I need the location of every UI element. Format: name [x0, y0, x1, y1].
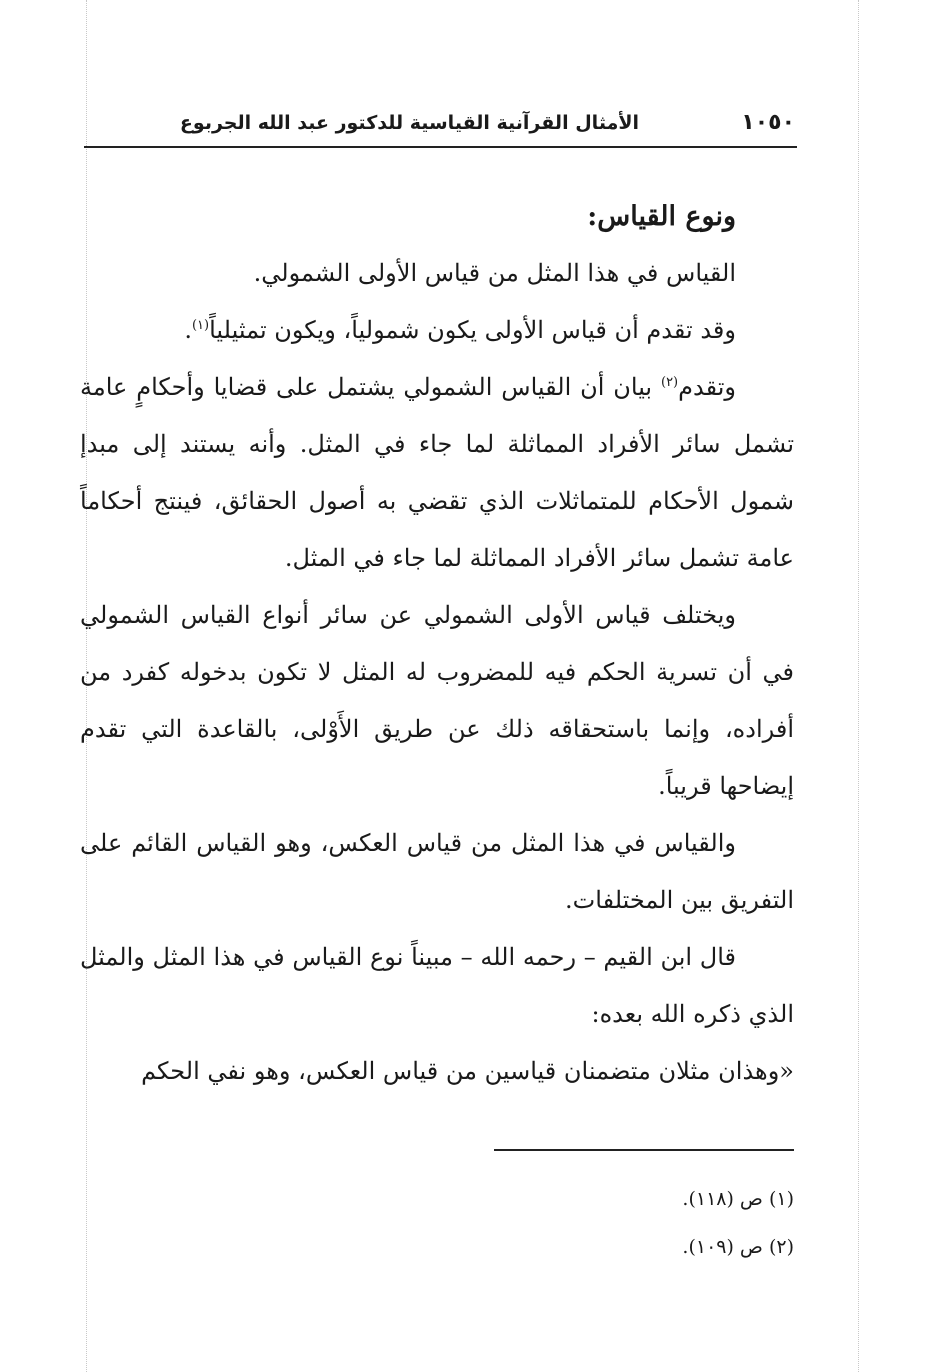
paragraph-5: والقياس في هذا المثل من قياس العكس، وهو القياس القائم على التفريق بين المختلفات.	[80, 829, 794, 914]
page-number: ١٠٥٠	[741, 110, 795, 135]
paragraph-2-end: .	[184, 316, 192, 344]
margin-guide-right	[858, 0, 859, 1372]
paragraph-3-start: وتقدم	[678, 373, 736, 401]
paragraph-4: ويختلف قياس الأولى الشمولي عن سائر أنواع القياس الشمولي في أن تسرية الحكم فيه للمضروب له المثل لا تكون بدخوله كفرد من أفراده، وإنما باستحقاقه ذلك عن طريق الأَوْلى، بالقاعدة التي تقدم إيضاحها قريباً.	[80, 601, 794, 800]
header-title: الأمثال القرآنية القياسية للدكتور عبد الله الجربوع	[179, 112, 639, 134]
paragraph-3	[80, 359, 794, 587]
paragraph-6: قال ابن القيم – رحمه الله – مبيناً نوع القياس في هذا المثل والمثل الذي ذكره الله بعده:	[80, 943, 794, 1028]
running-header	[84, 108, 797, 148]
paragraph-2-text: وقد تقدم أن قياس الأولى يكون شمولياً، ويكون تمثيلياً	[209, 316, 736, 344]
section-heading: ونوع القياس:	[587, 201, 736, 232]
footnotes	[420, 1175, 794, 1271]
footnote-1: (١) ص (١١٨).	[682, 1188, 794, 1210]
paragraph-1: القياس في هذا المثل من قياس الأولى الشمولي.	[253, 259, 736, 287]
footnote-separator	[494, 1149, 794, 1151]
footnote-ref-1[interactable]: (١)	[191, 318, 210, 333]
paragraph-7: «وهذان مثلان متضمنان قياسين من قياس العكس، وهو نفي الحكم	[141, 1057, 794, 1085]
paragraph-3-rest: بيان أن القياس الشمولي يشتمل على قضايا وأحكامٍ عامة تشمل سائر الأفراد المماثلة لما جاء في المثل. وأنه يستند إلى مبدإ شمول الأحكام للمتماثلات الذي تقضي به أصول الحقائق، فينتج أحكاماً عامة تشمل سائر الأفراد المماثلة لما جاء في المثل.	[80, 373, 795, 572]
footnote-ref-2[interactable]: (٢)	[660, 375, 679, 390]
body-text	[80, 188, 794, 1100]
paragraph-2	[80, 302, 794, 359]
footnote-2: (٢) ص (١٠٩).	[682, 1236, 794, 1258]
